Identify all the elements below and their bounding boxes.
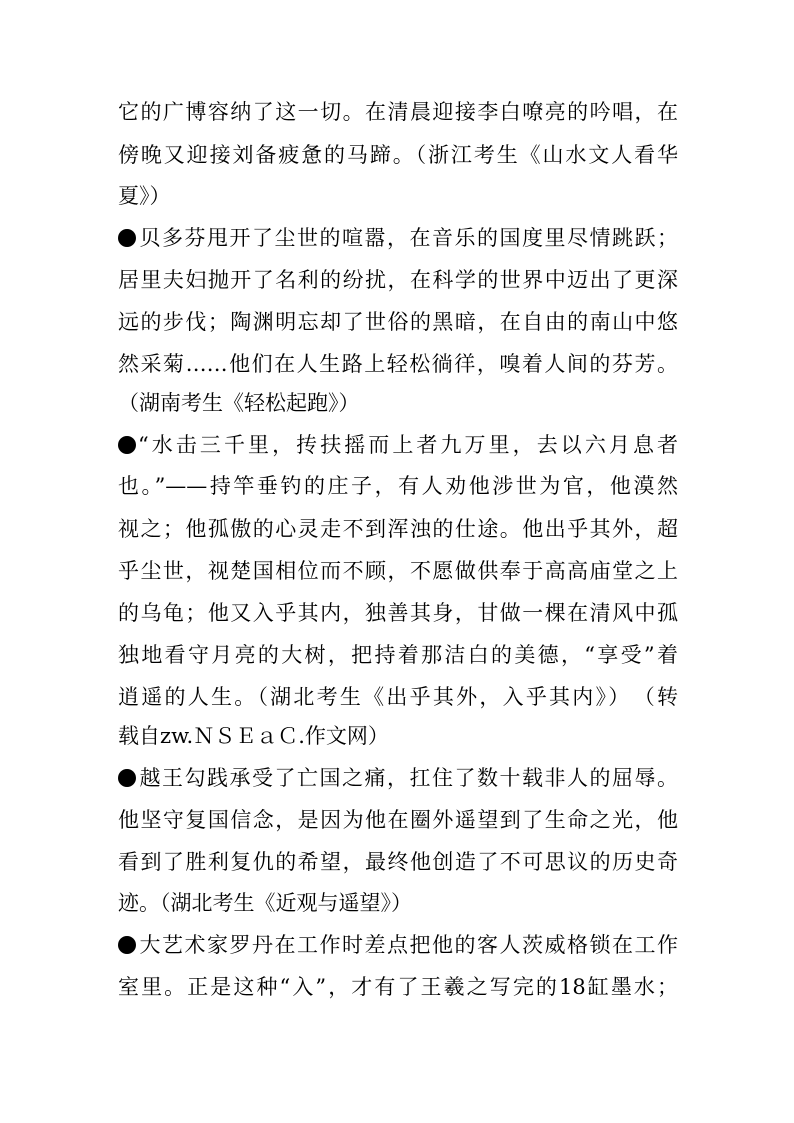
text-line: 迹。（湖北考生《近观与遥望》） [118,891,412,915]
text-line: 他坚守复国信念，是因为他在圈外遥望到了生命之光，他 [118,808,678,832]
text-line: 夏》） [118,184,171,208]
text-line: 看到了胜利复仇的希望，最终他创造了不可思议的历史奇 [118,850,678,874]
text-line: 视之；他孤傲的心灵走不到浑浊的仕途。他出乎其外，超 [118,517,678,541]
text-line: 也。”——持竿垂钓的庄子，有人劝他涉世为官，他漠然 [118,474,678,498]
text-line: 居里夫妇抛开了名利的纷扰，在科学的世界中迈出了更深 [118,268,678,292]
text-line: 的乌龟；他又入乎其内，独善其身，甘做一棵在清风中孤 [118,601,678,625]
bullet-paragraph [118,224,678,252]
text-line: “水击三千里，抟扶摇而上者九万里，去以六月息者 [138,433,678,457]
text-line: 越王勾践承受了亡国之痛，扛住了数十载非人的屈辱。 [138,766,678,790]
bullet-icon [118,769,136,787]
text-line: 远的步伐；陶渊明忘却了世俗的黑暗，在自由的南山中悠 [118,310,678,334]
bullet-paragraph [118,931,678,959]
text-line: 大艺术家罗丹在工作时差点把他的客人茨威格锁在工作 [138,933,678,957]
bullet-paragraph [118,764,678,792]
text-line: 贝多芬甩开了尘世的喧嚣，在音乐的国度里尽情跳跃； [138,226,678,250]
text-line: （湖南考生《轻松起跑》） [118,391,360,415]
bullet-icon [118,229,136,247]
text-line: 室里。正是这种“入”，才有了王羲之写完的18缸墨水； [118,975,678,999]
text-line: 然采菊……他们在人生路上轻松徜徉，嗅着人间的芬芳。 [118,352,678,376]
text-line: 它的广博容纳了这一切。在清晨迎接李白嘹亮的吟唱，在 [118,100,678,124]
text-line: 独地看守月亮的大树，把持着那洁白的美德，“享受”着 [118,643,678,667]
text-line: 乎尘世，视楚国相位而不顾，不愿做供奉于高高庙堂之上 [118,559,678,583]
bullet-icon [118,436,136,454]
text-line: 载自zw.ＮＳＥａＣ.作文网） [118,724,389,748]
text-line: 傍晚又迎接刘备疲惫的马蹄。（浙江考生《山水文人看华 [118,143,678,167]
bullet-icon [118,936,136,954]
bullet-paragraph [118,431,678,459]
text-line: 逍遥的人生。（湖北考生《出乎其外，入乎其内》） （转 [118,685,678,709]
